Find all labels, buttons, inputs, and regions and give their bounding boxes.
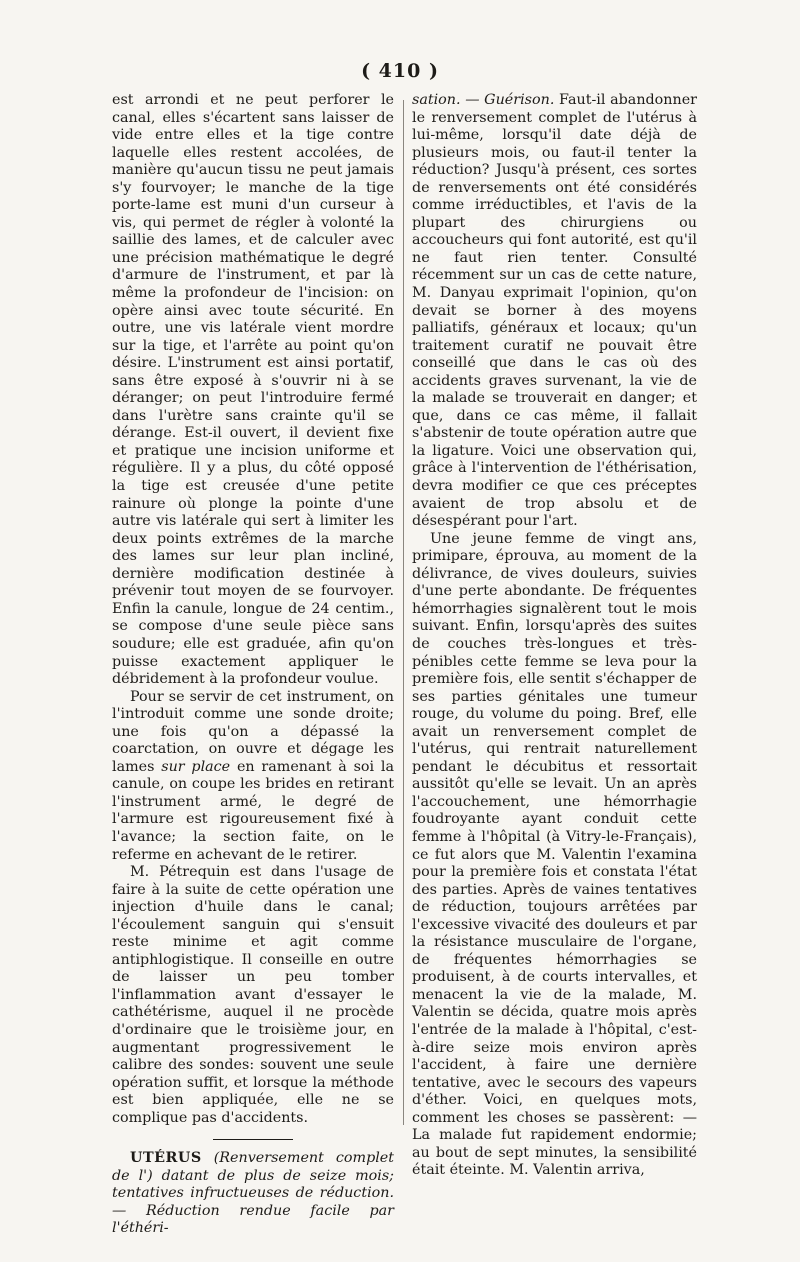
article-head-keyword: UTÉRUS: [130, 1150, 202, 1167]
left-paragraph-1: est arrondi et ne peut perforer le canal, elles s'écartent sans laisser de vide entre elles et la tige contre laquelle elles restent accolées, de manière qu'aucun tissu ne peut jamais s'y fourvoyer; le manche de la tige porte-lame est muni d'un curseur à vis, qui permet de régler à volonté la saillie des lames, et de calculer avec une précision mathématique le degré d'armure de l'instrument, et par là même la profondeur de l'incision: on opère ainsi avec toute sécurité. En outre, une vis latérale vient mordre sur la tige, et l'arrête au point qu'on désire. L'instrument est ainsi portatif, sans être exposé à s'ouvrir ni à se déranger; on peut l'introduire fermé dans l'urètre sans crainte qu'il se dérange. Est-il ouvert, il devient fixe et pratique une incision uniforme et régulière. Il y a plus, du côté opposé la tige est creusée d'une petite rainure où plonge la pointe d'une autre vis latérale qui sert à limiter les deux points extrêmes de la marche des lames sur leur plan incliné, dernière modification destinée à prévenir tout moyen de se fourvoyer. Enfin la canule, longue de 24 centim., se compose d'une seule pièce sans soudure; elle est graduée, afin qu'on puisse exactement appliquer le débridement à la profondeur voulue.: [112, 92, 394, 688]
left-p2-start: Pour se servir de cet instrument, on l'introduit comme une sonde droite; une fois qu'on a dépassé la coarctation, on ouvre et dégage les lames: [112, 688, 394, 775]
right-paragraph-1: [412, 92, 697, 531]
article-head-title: (Renversement complet de l') datant de plus de seize mois; tentatives infructueuses de réduction. — Réduction rendue facile par l'éthéri-: [112, 1150, 394, 1237]
section-divider: [213, 1139, 293, 1140]
left-column: [112, 92, 394, 1238]
left-p2-italic: sur place: [161, 758, 231, 775]
left-paragraph-3: M. Pétrequin est dans l'usage de faire à la suite de cette opération une injection d'huile dans le canal; l'écoulement sanguin qui s'ensuit reste minime et agit comme antiphlogistique. Il conseille en outre de laisser un peu tomber l'inflammation avant d'essayer le cathétérisme, auquel il ne procède d'ordinaire que le troisième jour, en augmentant progressivement le calibre des sondes: souvent une seule opération suffit, et lorsque la méthode est bien appliquée, elle ne se complique pas d'accidents.: [112, 864, 394, 1126]
right-p1-italic: sation. — Guérison.: [412, 92, 555, 108]
column-separator: [403, 100, 404, 1125]
article-heading: [112, 1150, 394, 1238]
right-column: [412, 92, 697, 1180]
left-p2-end: en ramenant à soi la canule, on coupe les brides en retirant l'instrument armé, le degré de l'armure est rigoureusement fixé à l'avance; la section faite, on le referme en achevant de le retirer.: [112, 758, 395, 863]
right-paragraph-2: Une jeune femme de vingt ans, primipare, éprouva, au moment de la délivrance, de vives douleurs, suivies d'une perte abondante. De fréquentes hémorrhagies signalèrent tout le mois suivant. Enfin, lorsqu'après des suites de couches très-longues et très-pénibles cette femme se leva pour la première fois, elle sentit s'échapper de ses parties génitales une tumeur rouge, du volume du poing. Bref, elle avait un renversement complet de l'utérus, qui rentrait naturellement pendant le décubitus et ressortait aussitôt qu'elle se levait. Un an après l'accouchement, une hémorrhagie foudroyante ayant conduit cette femme à l'hôpital (à Vitry-le-Français), ce fut alors que M. Valentin l'examina pour la première fois et constata l'état des parties. Après de vaines tentatives de réduction, toujours arrêtées par l'excessive vivacité des douleurs et par la résistance musculaire de l'organe, de fréquentes hémorrhagies se produisent, à de courts intervalles, et menacent la vie de la malade, M. Valentin se décida, quatre mois après l'entrée de la malade à l'hôpital, c'est-à-dire seize mois environ après l'accident, à faire une dernière tentative, avec le secours des vapeurs d'éther. Voici, en quelques mots, comment les choses se passèrent: — La malade fut rapidement endormie; au bout de sept minutes, la sensibilité était éteinte. M. Valentin arriva,: [412, 530, 697, 1179]
left-paragraph-2: [112, 689, 394, 864]
right-p1-text: Faut-il abandonner le renversement complet de l'utérus à lui-même, lorsqu'il date déjà de plusieurs mois, ou faut-il tenter la réduction? Jusqu'à présent, ces sortes de renversements ont été considérés comme irréductibles, et l'avis de la plupart des chirurgiens ou accoucheurs qui font autorité, est qu'il ne faut rien tenter. Consulté récemment sur un cas de cette nature, M. Danyau exprimait l'opinion, qu'on devait se borner à des moyens palliatifs, généraux et locaux; qu'un traitement curatif ne pouvait être conseillé que dans le cas où des accidents graves survenant, la vie de la malade se trouverait en danger; et que, dans ce cas même, il fallait s'abstenir de toute opération autre que la ligature. Voici une observation qui, grâce à l'intervention de l'éthérisation, devra modifier ce que ces préceptes avaient de trop absolu et de désespérant pour l'art.: [412, 92, 697, 530]
page-number: ( 410 ): [361, 60, 439, 82]
